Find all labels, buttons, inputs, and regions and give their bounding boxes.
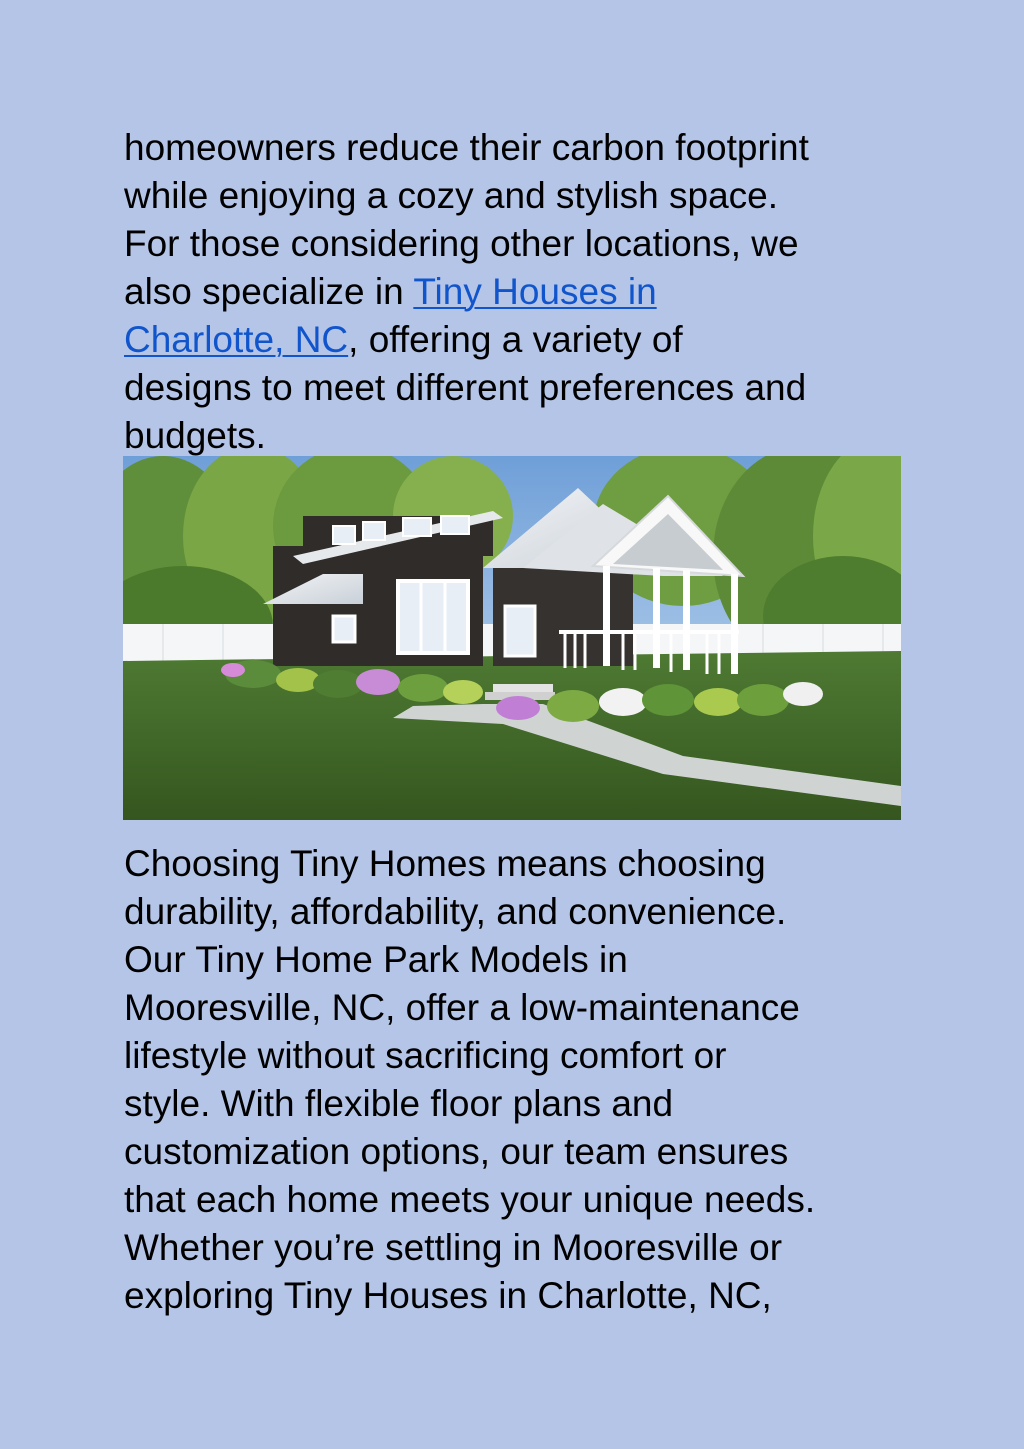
text-line: designs to meet different preferences and [124,367,807,408]
text-segment: , offering a variety of [348,319,683,360]
text-line: durability, affordability, and convenience. [124,891,787,932]
text-line: lifestyle without sacrificing comfort or [124,1035,727,1076]
text-line: that each home meets your unique needs. [124,1179,816,1220]
paragraph-intro [124,124,924,460]
text-line: Mooresville, NC, offer a low-maintenance [124,987,800,1028]
paragraph-choosing-tiny-homes [124,840,924,1320]
text-line: For those considering other locations, we [124,223,799,264]
text-line: while enjoying a cozy and stylish space. [124,175,779,216]
tiny-home-photo [123,456,901,820]
text-line: budgets. [124,415,266,456]
text-line: Our Tiny Home Park Models in [124,939,628,980]
text-line-with-link [124,268,924,316]
text-line: Choosing Tiny Homes means choosing [124,843,766,884]
text-line: customization options, our team ensures [124,1131,789,1172]
charlotte-tiny-houses-link-part-2[interactable]: Charlotte, NC [124,319,349,360]
charlotte-tiny-houses-link-part-1[interactable]: Tiny Houses in [413,271,657,312]
text-line: style. With flexible floor plans and [124,1083,674,1124]
text-line: exploring Tiny Houses in Charlotte, NC, [124,1275,772,1316]
text-line: homeowners reduce their carbon footprint [124,127,809,168]
text-segment: also specialize in [124,271,414,312]
text-line-with-link [124,316,924,364]
text-line: Whether you’re settling in Mooresville or [124,1227,783,1268]
